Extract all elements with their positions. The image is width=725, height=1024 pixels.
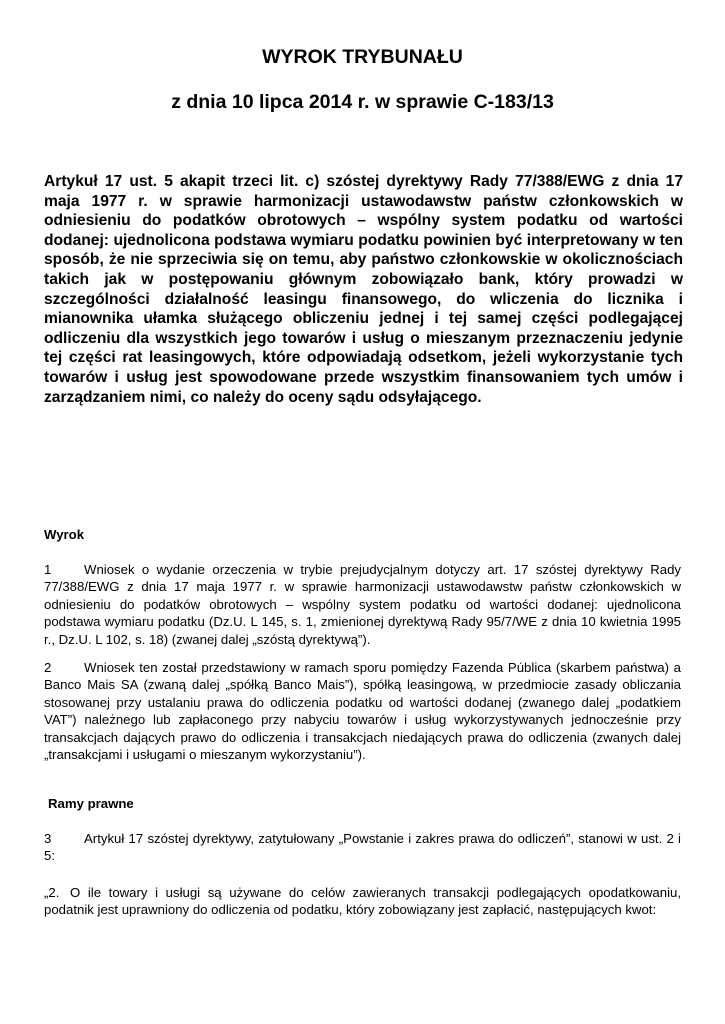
paragraph-2 xyxy=(44,659,681,763)
quoted-paragraph-2 xyxy=(44,884,681,919)
section-heading-wyrok: Wyrok xyxy=(44,527,85,542)
section-heading-ramy-prawne: Ramy prawne xyxy=(48,796,134,811)
paragraph-text: O ile towary i usługi są używane do celów zawieranych transakcji podlegających opodatkowaniu, podatnik jest uprawniony do odliczenia od podatku, który zobowiązany jest zapłacić, następujących kwot: xyxy=(44,885,681,918)
judgment-subtitle: z dnia 10 lipca 2014 r. w sprawie C-183/13 xyxy=(171,91,554,113)
paragraph-1 xyxy=(44,561,681,648)
paragraph-text: Wniosek ten został przedstawiony w ramach sporu pomiędzy Fazenda Pública (skarbem państwa) a Banco Mais SA (zwaną dalej „spółką Banco Mais”), spółką leasingową, w przedmiocie zasady obliczania stosowanej przy ustalaniu prawa do odliczenia podatku od wartości dodanej (zwanego dalej „podatkiem VAT”) należnego lub zapłaconego przy nabyciu towarów i usług wykorzystywanych jednocześnie przy transakcjach dających prawo do odliczenia i transakcjach niedających prawa do odliczenia (zwanych dalej „transakcjami i usługami o mieszanym wykorzystaniu”). xyxy=(44,660,681,763)
judgment-title: WYROK TRYBUNAŁU xyxy=(262,46,463,68)
paragraph-number: „2. xyxy=(44,885,60,900)
paragraph-3 xyxy=(44,830,681,865)
paragraph-text: Artykuł 17 szóstej dyrektywy, zatytułowany „Powstanie i zakres prawa do odliczeń”, stanowi w ust. 2 i 5: xyxy=(44,831,681,864)
paragraph-number: 3 xyxy=(44,831,52,846)
judgment-summary: Artykuł 17 ust. 5 akapit trzeci lit. c) szóstej dyrektywy Rady 77/388/EWG z dnia 17 maja 1977 r. w sprawie harmonizacji ustawodawstw państw członkowskich w odniesieniu do podatków obrotowych – wspólny system podatku od wartości dodanej: ujednolicona podstawa wymiaru podatku powinien być interpretowany w ten sposób, że nie sprzeciwia się on temu, aby państwo członkowskie w okolicznościach takich jak w postępowaniu głównym zobowiązało bank, który prowadzi w szczególności działalność leasingu finansowego, do wliczenia do licznika i mianownika ułamka służącego obliczeniu jednej i tej samej części podlegającej odliczeniu dla wszystkich jego towarów i usług o mieszanym przeznaczeniu jedynie tej części rat leasingowych, które odpowiadają odsetkom, jeżeli wykorzystanie tych towarów i usług jest spowodowane przede wszystkim finansowaniem tych umów i zarządzaniem nimi, co należy do oceny sądu odsyłającego. xyxy=(44,173,683,406)
paragraph-number: 2 xyxy=(44,660,52,675)
paragraph-number: 1 xyxy=(44,562,52,577)
paragraph-text: Wniosek o wydanie orzeczenia w trybie prejudycjalnym dotyczy art. 17 szóstej dyrektywy Rady 77/388/EWG z dnia 17 maja 1977 r. w sprawie harmonizacji ustawodawstw państw członkowskich w odniesieniu do podatków obrotowych – wspólny system podatku od wartości dodanej: ujednolicona podstawa wymiaru podatku (Dz.U. L 145, s. 1, zmienionej dyrektywą Rady 95/7/WE z dnia 10 kwietnia 1995 r., Dz.U. L 102, s. 18) (zwanej dalej „szóstą dyrektywą”). xyxy=(44,562,681,647)
